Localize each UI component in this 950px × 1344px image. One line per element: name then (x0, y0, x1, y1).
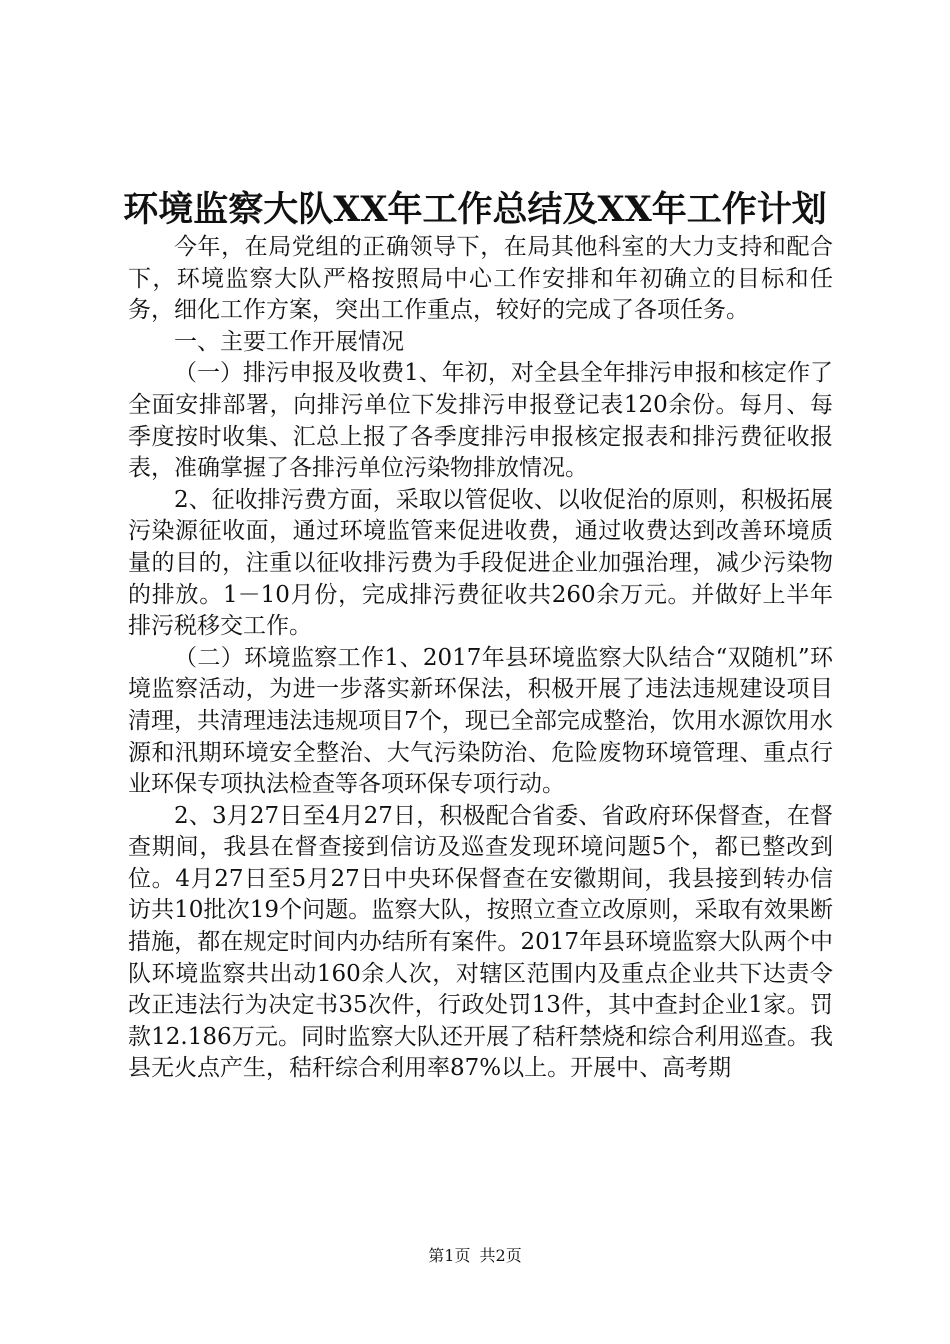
section-heading-main-work: 一、主要工作开展情况 (174, 328, 404, 355)
paragraph-fee-collection: 2、征收排污费方面，采取以管促收、以收促治的原则，积极拓展污染源征收面，通过环境监管来促进收费，通过收费达到改善环境质量的目的，注重以征收排污费为手段促进企业加强治理，减少污染物的排放。1－10月份，完成排污费征收共260余万元。并做好上半年排污税移交工作。 (128, 486, 833, 640)
document-title: 环境监察大队XX年工作总结及XX年工作计划 (123, 189, 827, 230)
page-number: 第1页 (428, 1246, 471, 1265)
paragraph-environmental-inspection: （二）环境监察工作1、2017年县环境监察大队结合“双随机”环境监察活动，为进一步落实新环保法，积极开展了违法违规建设项目清理，共清理违法违规项目7个，现已全部完成整治，饮用水源饮用水源和汛期环境安全整治、大气污染防治、危险废物环境管理、重点行业环保专项执法检查等各项环保专项行动。 (128, 644, 833, 798)
document-body (128, 232, 833, 1085)
paragraph-supervision-review: 2、3月27日至4月27日，积极配合省委、省政府环保督查，在督查期间，我县在督查接到信访及巡查发现环境问题5个，都已整改到位。4月27日至5月27日中央环保督查在安徽期间，我县接到转办信访共10批次19个问题。监察大队，按照立查立改原则，采取有效果断措施，都在规定时间内办结所有案件。2017年县环境监察大队两个中队环境监察共出动160余人次，对辖区范围内及重点企业共下达责令改正违法行为决定书35次件，行政处罚13件，其中查封企业1家。罚款12.186万元。同时监察大队还开展了秸秆禁烧和综合利用巡查。我县无火点产生，秸秆综合利用率87%以上。开展中、高考期 (128, 802, 833, 1082)
paragraph-intro: 今年，在局党组的正确领导下，在局其他科室的大力支持和配合下，环境监察大队严格按照局中心工作安排和年初确立的目标和任务，细化工作方案，突出工作重点，较好的完成了各项任务。 (128, 234, 833, 324)
page-footer (0, 1244, 950, 1268)
page-total: 共2页 (479, 1246, 522, 1265)
paragraph-pollution-declaration: （一）排污申报及收费1、年初，对全县全年排污申报和核定作了全面安排部署，向排污单位下发排污申报登记表120余份。每月、每季度按时收集、汇总上报了各季度排污申报核定报表和排污费征收报表，准确掌握了各排污单位污染物排放情况。 (128, 360, 833, 482)
